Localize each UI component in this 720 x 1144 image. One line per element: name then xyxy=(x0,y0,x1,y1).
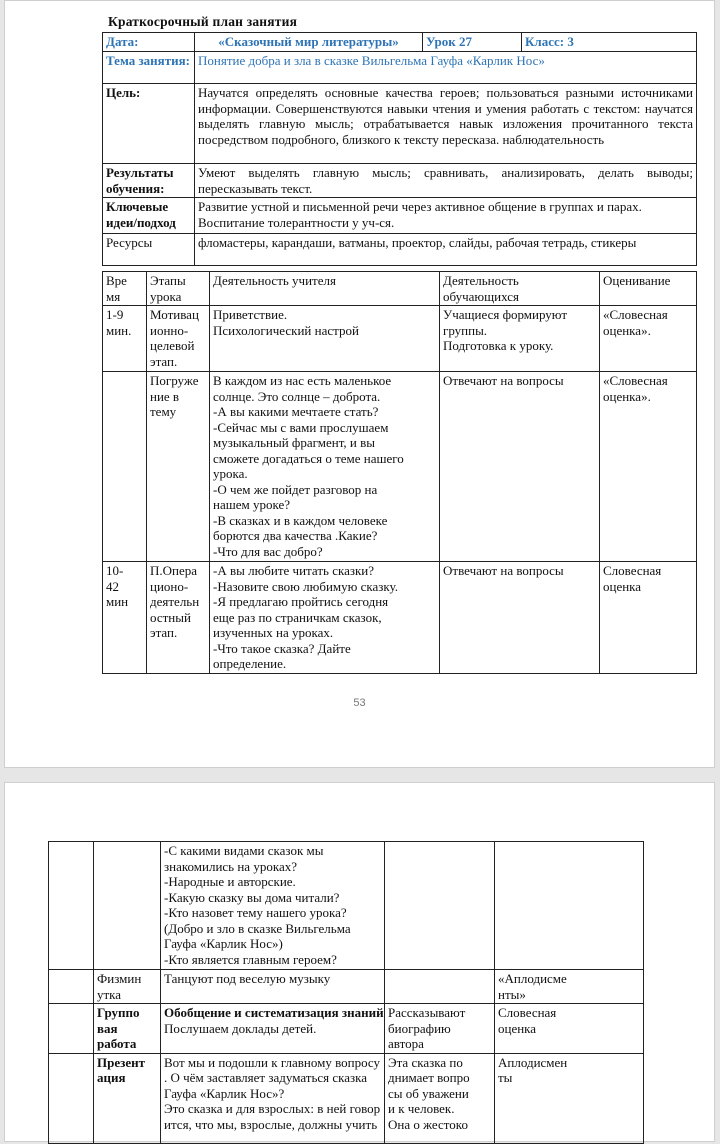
lesson-activity-table-continued xyxy=(48,841,644,1144)
column-header-assessment: Оценивание xyxy=(600,272,697,306)
student-activity-cell: Отвечают на вопросы xyxy=(440,562,600,674)
time-cell xyxy=(49,1053,94,1143)
column-header-teacher-activity: Деятельность учителя xyxy=(210,272,440,306)
document-page-2 xyxy=(4,782,715,1142)
stage-cell: Презент ация xyxy=(94,1053,161,1143)
time-cell xyxy=(49,842,94,970)
time-cell xyxy=(49,1004,94,1054)
student-activity-cell xyxy=(385,970,495,1004)
page-number: 53 xyxy=(353,697,366,709)
stage-cell: Мотивац ионно- целевой этап. xyxy=(147,306,210,372)
teacher-activity-cell: Танцуют под веселую музыку xyxy=(161,970,385,1004)
topic-label: Тема занятия: xyxy=(103,52,195,84)
student-activity-cell: Эта сказка по днимает вопро сы об уважени и к человек. Она о жестоко xyxy=(385,1053,495,1143)
table-row xyxy=(103,306,697,372)
section-title: «Сказочный мир литературы» xyxy=(195,33,423,52)
time-cell: 1-9 мин. xyxy=(103,306,147,372)
table-row xyxy=(103,372,697,562)
date-label: Дата: xyxy=(103,33,195,52)
key-ideas-value: Развитие устной и письменной речи через активное общение в группах и парах. Воспитание толерантности у уч-ся. xyxy=(195,198,697,234)
table-row xyxy=(49,1053,644,1143)
teacher-activity-cell: Вот мы и подошли к главному вопросу . О чём заставляет задуматься сказка Гауфа «Карлик Нос»? Это сказка и для взрослых: в ней говор ится, что мы, взрослые, должны учить xyxy=(161,1053,385,1143)
student-activity-cell xyxy=(385,842,495,970)
teacher-activity-cell: Обобщение и систематизация знаний Послушаем доклады детей. xyxy=(161,1004,385,1054)
lesson-activity-table xyxy=(102,271,697,674)
stage-cell: Погруже ние в тему xyxy=(147,372,210,562)
stage-cell xyxy=(94,842,161,970)
goal-value: Научатся определять основные качества героев; пользоваться разными источниками информации. Совершенствуются навыки чтения и умения работать с текстом: научатся выделять главную мысль; отрабатывается навык изложения прочитанного текста посредством подробного, близкого к тексту пересказа. наблюдательность xyxy=(195,84,697,164)
assessment-cell: Словесная оценка xyxy=(495,1004,644,1054)
table-row xyxy=(103,562,697,674)
results-label: Результаты обучения: xyxy=(103,164,195,198)
student-activity-cell: Рассказывают биографию автора xyxy=(385,1004,495,1054)
stage-cell: П.Опера ционо- деятельн остный этап. xyxy=(147,562,210,674)
time-cell xyxy=(49,970,94,1004)
assessment-cell: «Словесная оценка». xyxy=(600,306,697,372)
assessment-cell: «Аплодисме нты» xyxy=(495,970,644,1004)
resources-value: фломастеры, карандаши, ватманы, проектор, слайды, рабочая тетрадь, стикеры xyxy=(195,234,697,266)
column-header-student-activity: Деятельность обучающихся xyxy=(440,272,600,306)
assessment-cell: «Словесная оценка». xyxy=(600,372,697,562)
teacher-activity-cell: -С какими видами сказок мы знакомились на уроках? -Народные и авторские. -Какую сказку вы дома читали? -Кто назовет тему нашего урока? (Добро и зло в сказке Вильгельма Гауфа «Карлик Нос») -Кто является главным героем? xyxy=(161,842,385,970)
stage-cell: Физмин утка xyxy=(94,970,161,1004)
grade: Класс: 3 xyxy=(522,33,697,52)
table-row xyxy=(49,1004,644,1054)
document-page-1 xyxy=(4,0,715,768)
topic-value: Понятие добра и зла в сказке Вильгельма Гауфа «Карлик Нос» xyxy=(195,52,697,84)
resources-label: Ресурсы xyxy=(103,234,195,266)
assessment-cell: Аплодисмен ты xyxy=(495,1053,644,1143)
teacher-activity-cell: Приветствие. Психологический настрой xyxy=(210,306,440,372)
table-row xyxy=(49,970,644,1004)
assessment-cell: Словесная оценка xyxy=(600,562,697,674)
stage-cell: Группо вая работа xyxy=(94,1004,161,1054)
assessment-cell xyxy=(495,842,644,970)
table-row xyxy=(49,842,644,970)
column-header-time: Вре мя xyxy=(103,272,147,306)
results-value: Умеют выделять главную мысль; сравнивать, анализировать, делать выводы; пересказывать текст. xyxy=(195,164,697,198)
goal-label: Цель: xyxy=(103,84,195,164)
lesson-header-table xyxy=(102,32,697,266)
column-header-stages: Этапы урока xyxy=(147,272,210,306)
document-title: Краткосрочный план занятия xyxy=(108,14,298,29)
teacher-activity-cell: В каждом из нас есть маленькое солнце. Это солнце – доброта. -А вы какими мечтаете стать? -Сейчас мы с вами прослушаем музыкальный фрагмент, и вы сможете догадаться о теме нашего урока. -О чем же пойдет разговор на нашем уроке? -В сказках и в каждом человеке борются два качества .Какие? -Что для вас добро? xyxy=(210,372,440,562)
time-cell xyxy=(103,372,147,562)
time-cell: 10- 42 мин xyxy=(103,562,147,674)
student-activity-cell: Отвечают на вопросы xyxy=(440,372,600,562)
teacher-activity-cell: -А вы любите читать сказки? -Назовите свою любимую сказку. -Я предлагаю пройтись сегодня еще раз по страничкам сказок, изученных на уроках. -Что такое сказка? Дайте определение. xyxy=(210,562,440,674)
student-activity-cell: Учащиеся формируют группы. Подготовка к уроку. xyxy=(440,306,600,372)
key-ideas-label: Ключевые идеи/подход xyxy=(103,198,195,234)
lesson-number: Урок 27 xyxy=(423,33,522,52)
